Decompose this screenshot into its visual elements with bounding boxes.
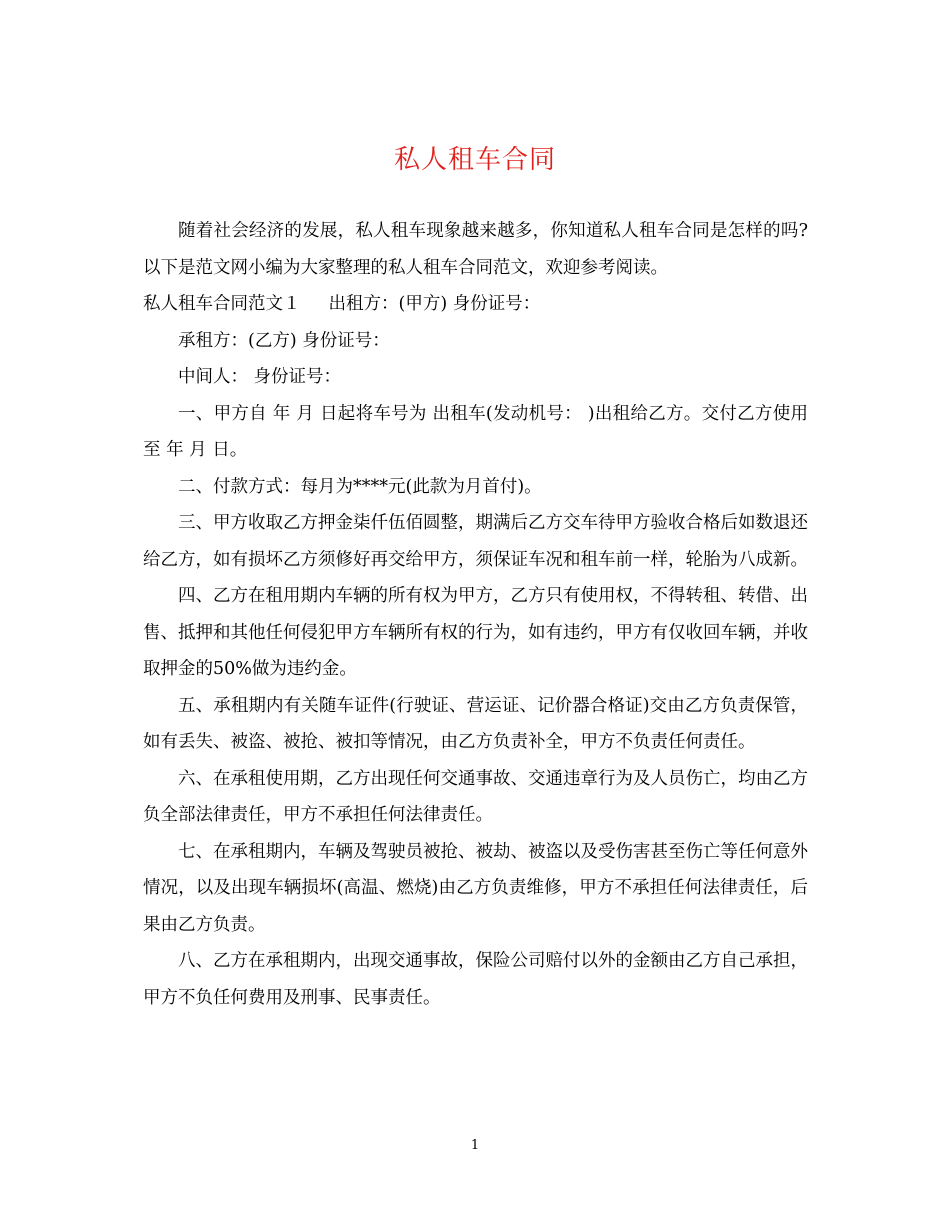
sample-heading-line xyxy=(143,286,808,323)
clause-2: 二、付款方式：每月为****元(此款为月首付)。 xyxy=(178,476,542,497)
clause-4: 四、乙方在租用期内车辆的所有权为甲方，乙方只有使用权，不得转租、转借、出售、抵押和其他任何侵犯甲方车辆所有权的行为，如有违约，甲方有仅收回车辆，并收取押金的50%做为违约金。 xyxy=(143,586,808,679)
lessee-line: 承租方：(乙方) 身份证号： xyxy=(178,330,390,351)
document-title: 私人租车合同 xyxy=(393,145,556,175)
lessor-line: 出租方：(甲方) 身份证号： xyxy=(328,294,541,314)
intermediary-line: 中间人： 身份证号： xyxy=(178,367,342,387)
document-body xyxy=(143,213,808,1016)
sample-heading: 私人租车合同范文１ xyxy=(143,294,301,314)
intro-paragraph: 随着社会经济的发展，私人租车现象越来越多，你知道私人租车合同是怎样的吗?以下是范文网小编为大家整理的私人租车合同范文，欢迎参考阅读。 xyxy=(143,221,808,278)
clause-7: 七、在承租期内，车辆及驾驶员被抢、被劫、被盗以及受伤害甚至伤亡等任何意外情况，以及出现车辆损坏(高温、燃烧)由乙方负责维修，甲方不承担任何法律责任，后果由乙方负责。 xyxy=(143,841,808,935)
clause-1: 一、甲方自 年 月 日起将车号为 出租车(发动机号： )出租给乙方。交付乙方使用至 年 月 日。 xyxy=(143,403,808,460)
clause-3: 三、甲方收取乙方押金柒仟伍佰圆整，期满后乙方交车待甲方验收合格后如数退还给乙方，如有损坏乙方须修好再交给甲方，须保证车况和租车前一样，轮胎为八成新。 xyxy=(143,513,808,570)
page-number: 1 xyxy=(470,1138,480,1153)
clause-6: 六、在承租使用期，乙方出现任何交通事故、交通违章行为及人员伤亡，均由乙方负全部法律责任，甲方不承担任何法律责任。 xyxy=(143,768,808,825)
clause-5: 五、承租期内有关随车证件(行驶证、营运证、记价器合格证)交由乙方负责保管，如有丢失、被盗、被抢、被扣等情况，由乙方负责补全，甲方不负责任何责任。 xyxy=(143,695,808,752)
clause-8: 八、乙方在承租期内，出现交通事故，保险公司赔付以外的金额由乙方自己承担，甲方不负任何费用及刑事、民事责任。 xyxy=(143,951,808,1008)
